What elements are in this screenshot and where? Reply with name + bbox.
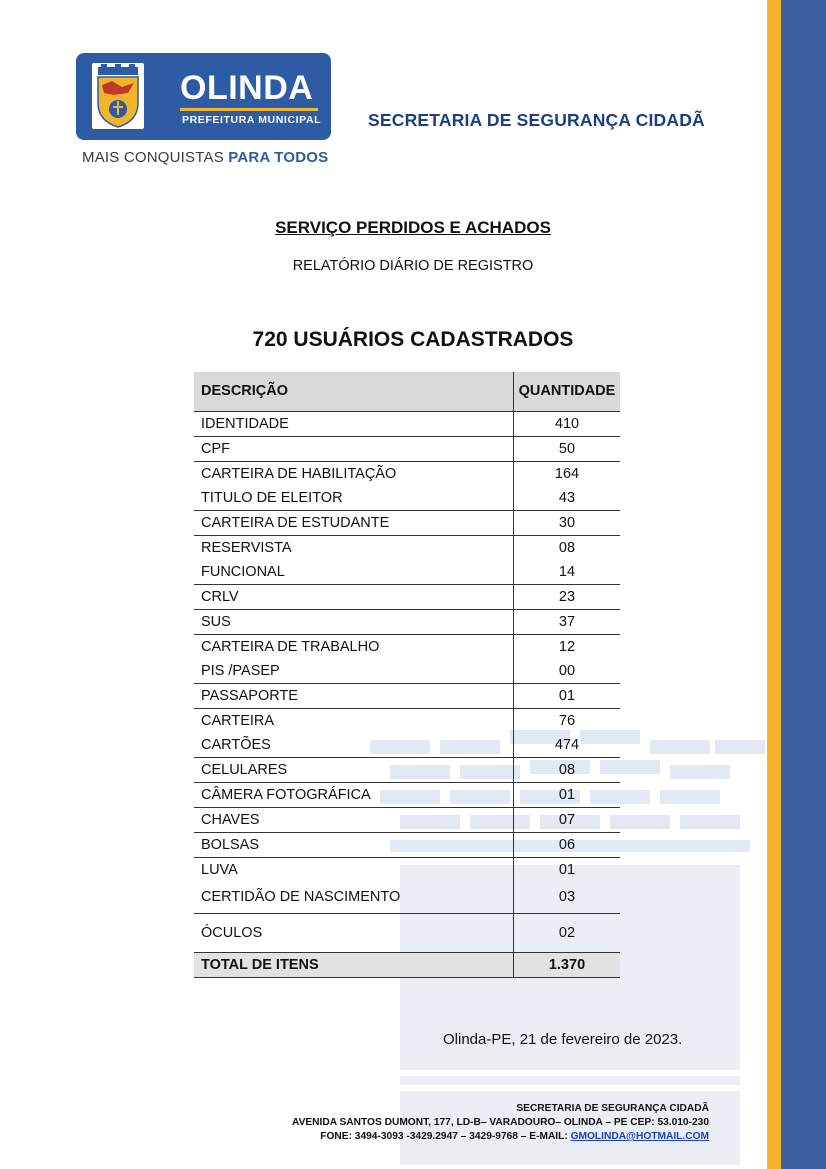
row-description: CHAVES: [194, 808, 514, 833]
row-description: PIS /PASEP: [194, 659, 514, 684]
header-secretaria: SECRETARIA DE SEGURANÇA CIDADÃ: [368, 110, 705, 130]
row-description: IDENTIDADE: [194, 412, 514, 437]
row-description: CERTIDÃO DE NASCIMENTO: [194, 882, 514, 914]
users-heading: 720 USUÁRIOS CADASTRADOS: [252, 328, 574, 351]
row-quantity: 23: [514, 585, 621, 610]
row-description: SUS: [194, 610, 514, 635]
table-row: [194, 536, 620, 561]
row-quantity: 164: [514, 462, 621, 487]
slogan-bold: PARA TODOS: [228, 149, 329, 166]
table-row: [194, 833, 620, 858]
total-value: 1.370: [514, 953, 621, 978]
table-row: [194, 709, 620, 734]
row-quantity: 474: [514, 733, 621, 758]
table-row: [194, 462, 620, 487]
footer: [292, 1102, 709, 1144]
header-description: DESCRIÇÃO: [194, 372, 514, 412]
logo-underline: [180, 108, 318, 111]
table-row: [194, 758, 620, 783]
table-row: [194, 733, 620, 758]
row-quantity: 08: [514, 758, 621, 783]
footer-line1: SECRETARIA DE SEGURANÇA CIDADÃ: [516, 1103, 709, 1114]
row-description: CRLV: [194, 585, 514, 610]
row-quantity: 37: [514, 610, 621, 635]
table-row: [194, 486, 620, 511]
place-date: Olinda-PE, 21 de fevereiro de 2023.: [443, 1031, 683, 1048]
table-row: [194, 511, 620, 536]
table-total-row: [194, 953, 620, 978]
row-description: LUVA: [201, 862, 238, 878]
row-quantity: 03: [514, 882, 621, 914]
row-description: RESERVISTA: [201, 540, 292, 556]
total-label: TOTAL DE ITENS: [194, 953, 514, 978]
row-description: CARTEIRA DE TRABALHO: [201, 639, 380, 655]
row-quantity: 02: [514, 914, 621, 953]
table-row: [194, 808, 620, 833]
table-row: [194, 437, 620, 462]
row-description: CELULARES: [194, 758, 514, 783]
slogan: [82, 149, 328, 166]
row-quantity: 410: [514, 412, 621, 437]
row-quantity: 01: [514, 858, 621, 883]
row-description: CPF: [194, 437, 514, 462]
row-quantity: 76: [514, 709, 621, 734]
olinda-logo: [76, 53, 331, 140]
logo-title: OLINDA: [180, 69, 314, 107]
table-row: [194, 783, 620, 808]
row-quantity: 00: [514, 659, 621, 684]
row-description: PASSAPORTE: [194, 684, 514, 709]
table-row: [194, 914, 620, 953]
slogan-light: MAIS CONQUISTAS: [82, 149, 224, 166]
table-row: [194, 684, 620, 709]
row-quantity: 43: [514, 486, 621, 511]
row-quantity: 06: [514, 833, 621, 858]
row-description: CARTÕES: [194, 733, 514, 758]
row-quantity: 07: [514, 808, 621, 833]
table-row: [194, 659, 620, 684]
footer-line3: [292, 1130, 709, 1144]
table-row: [194, 882, 620, 914]
row-description: ÓCULOS: [194, 914, 514, 953]
row-description: CARTEIRA: [201, 713, 275, 729]
side-stripe-blue: [781, 0, 826, 1169]
table-header-row: [194, 372, 620, 412]
page-subtitle: RELATÓRIO DIÁRIO DE REGISTRO: [292, 258, 534, 274]
row-quantity: 50: [514, 437, 621, 462]
row-quantity: 08: [514, 536, 621, 561]
footer-line2: AVENIDA SANTOS DUMONT, 177, LD-B– VARADOURO– OLINDA – PE CEP: 53.010-230: [291, 1117, 709, 1128]
row-quantity: 30: [514, 511, 621, 536]
row-description: BOLSAS: [194, 833, 514, 858]
row-description: CÂMERA FOTOGRÁFICA: [194, 783, 514, 808]
row-quantity: 01: [514, 783, 621, 808]
footer-phone: FONE: 3494-3093 -3429.2947 – 3429-9768 – E-MAIL:: [320, 1131, 571, 1142]
row-quantity: 14: [514, 560, 621, 585]
row-description: TITULO DE ELEITOR: [194, 486, 514, 511]
footer-email-link[interactable]: GMOLINDA@HOTMAIL.COM: [570, 1131, 709, 1142]
report-table: [194, 372, 620, 978]
row-quantity: 01: [514, 684, 621, 709]
row-description: CARTEIRA DE HABILITAÇÃO: [201, 466, 397, 482]
row-quantity: 12: [514, 635, 621, 660]
table-row: [194, 412, 620, 437]
table-row: [194, 635, 620, 660]
row-description: CARTEIRA DE ESTUDANTE: [194, 511, 514, 536]
row-description: FUNCIONAL: [194, 560, 514, 585]
page-title: SERVIÇO PERDIDOS E ACHADOS: [275, 218, 551, 237]
olinda-crest-icon: [92, 63, 144, 129]
table-row: [194, 858, 620, 883]
logo-subtitle: PREFEITURA MUNICIPAL: [182, 114, 322, 126]
table-row: [194, 610, 620, 635]
table-row: [194, 560, 620, 585]
table-row: [194, 585, 620, 610]
header-quantity: QUANTIDADE: [514, 372, 621, 412]
